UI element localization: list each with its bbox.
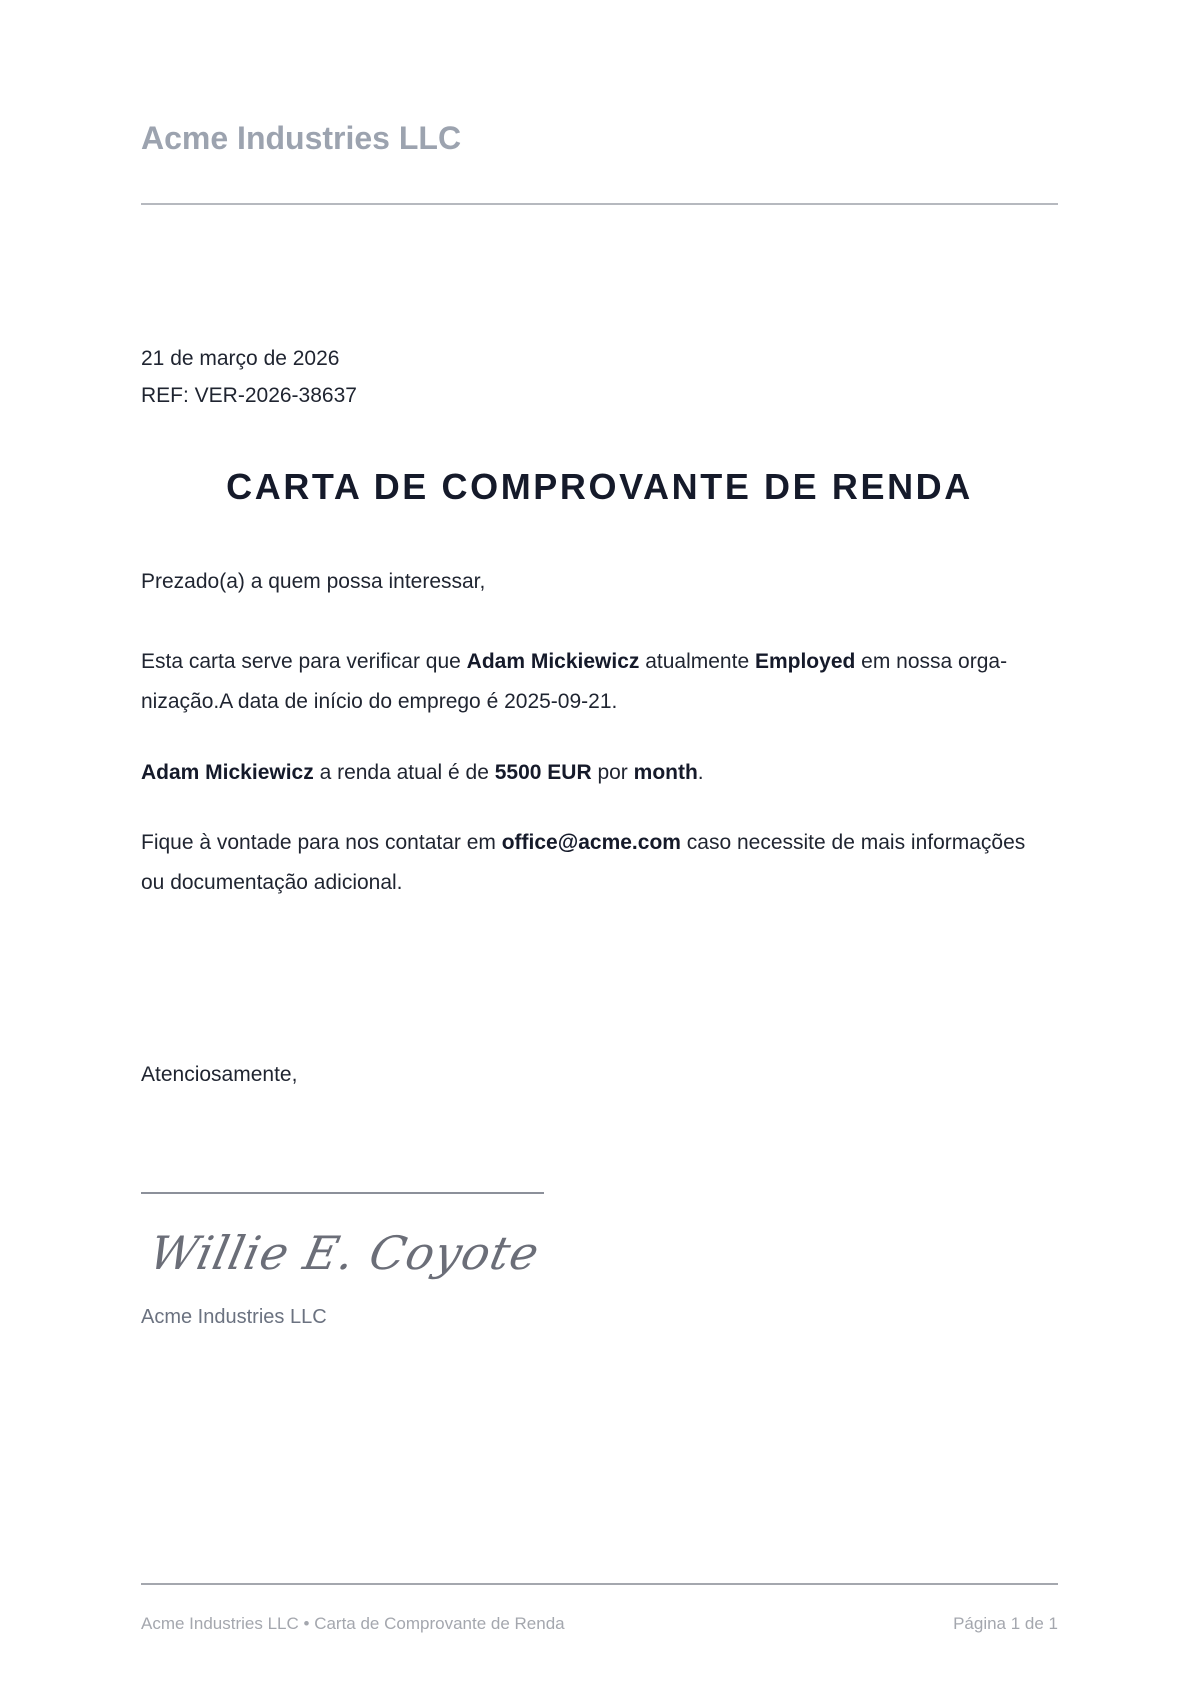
- footer-divider: [141, 1583, 1058, 1585]
- company-header: Acme Industries LLC: [141, 120, 462, 156]
- contact-email[interactable]: office@acme.com: [501, 831, 681, 854]
- income-amount: 5500 EUR: [494, 761, 592, 784]
- text: caso necessite de mais informações: [680, 831, 1026, 854]
- closing: Atenciosamente,: [141, 1063, 298, 1086]
- contact-line-2: ou documentação adicional.: [141, 871, 403, 894]
- document-title: CARTA DE COMPROVANTE DE RENDA: [226, 466, 973, 507]
- text: Fique à vontade para nos contatar em: [141, 831, 502, 854]
- letter-date: 21 de março de 2026: [141, 347, 340, 370]
- income-paragraph: [141, 753, 1058, 793]
- employment-paragraph: [141, 642, 1058, 722]
- contact-paragraph: [141, 823, 1058, 903]
- text: por: [591, 761, 634, 784]
- page-indicator: Página 1 de 1: [953, 1614, 1058, 1633]
- header-divider: [141, 203, 1058, 205]
- text: .: [697, 761, 704, 784]
- text: a renda atual é de: [313, 761, 495, 784]
- signature-line: [141, 1192, 544, 1194]
- reference-number: REF: VER-2026-38637: [141, 384, 357, 407]
- employment-line-1: [141, 642, 1058, 682]
- signature: Willie E. Coyote: [144, 1226, 545, 1280]
- employment-status: Employed: [754, 650, 856, 673]
- income-period: month: [633, 761, 698, 784]
- salutation: Prezado(a) a quem possa interessar,: [141, 570, 486, 593]
- contact-line-1: [141, 823, 1058, 863]
- employment-line-2: nização.A data de início do emprego é 2025-09-21.: [141, 690, 618, 713]
- employee-name: Adam Mickiewicz: [466, 650, 640, 673]
- text: Esta carta serve para verificar que: [141, 650, 467, 673]
- signer-company: Acme Industries LLC: [141, 1306, 327, 1328]
- employee-name: Adam Mickiewicz: [141, 761, 314, 784]
- footer-document-info: Acme Industries LLC • Carta de Comprovante de Renda: [141, 1614, 565, 1633]
- text: atualmente: [639, 650, 755, 673]
- text: em nossa orga-: [855, 650, 1008, 673]
